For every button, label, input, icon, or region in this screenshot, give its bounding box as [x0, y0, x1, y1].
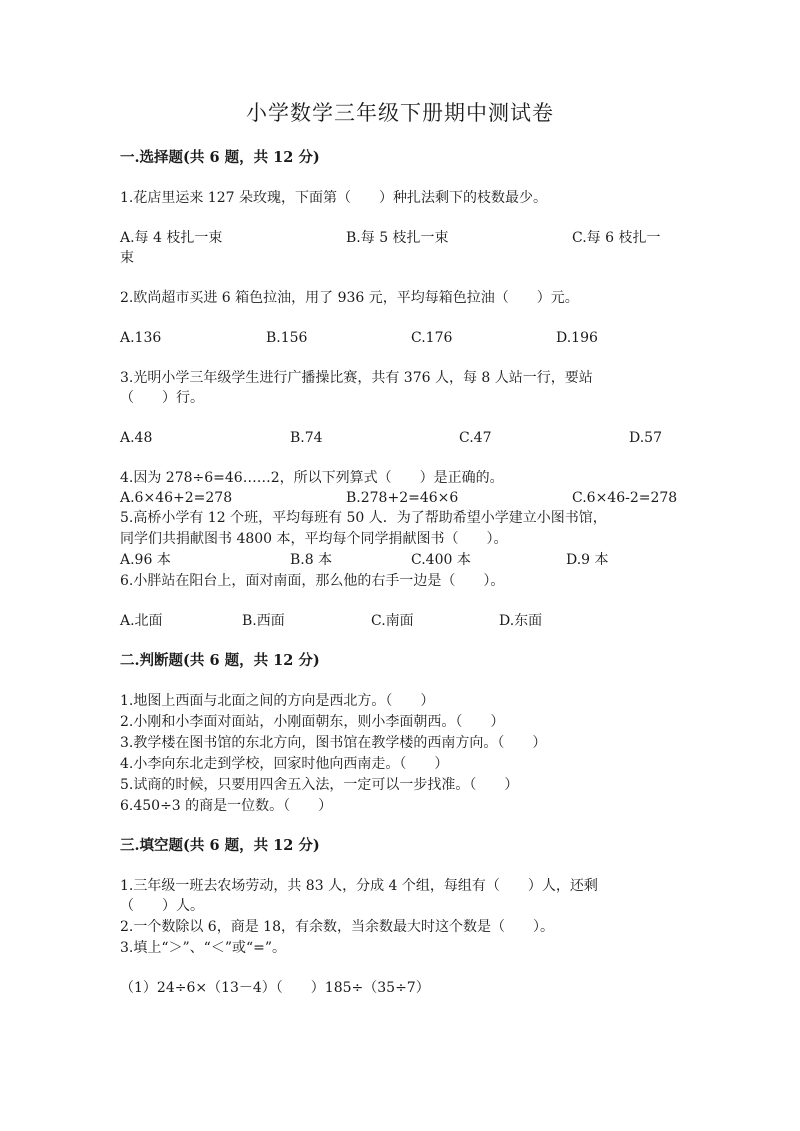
option-b: B.8 本 — [290, 552, 333, 568]
option-b: B.西面 — [242, 613, 285, 629]
question-stem: 5.高桥小学有 12 个班，平均每班有 50 人．为了帮助希望小学建立小图书馆， — [120, 510, 607, 526]
question-stem: 6.小胖站在阳台上，面对南面，那么他的右手一边是（ ）。 — [120, 573, 505, 589]
question-stem: 1.花店里运来 127 朵玫瑰，下面第（ ）种扎法剩下的枝数最少。 — [120, 190, 547, 206]
option-d: D.东面 — [499, 613, 543, 629]
judgment-item: 4.小李向东北走到学校，回家时他向西南走。（ ） — [120, 756, 449, 772]
fill-question: 1.三年级一班去农场劳动，共 83 人，分成 4 个组，每组有（ ）人，还剩 — [120, 878, 598, 894]
option-a: A.北面 — [120, 613, 163, 629]
option-d: D.196 — [556, 330, 598, 346]
option-b: B.每 5 枝扎一束 — [346, 230, 449, 246]
option-a: A.6×46+2=278 — [120, 490, 233, 506]
question-stem: 4.因为 278÷6=46……2，所以下列算式（ ）是正确的。 — [120, 470, 504, 486]
option-c: C.176 — [411, 330, 453, 346]
section-heading-true-false: 二.判断题(共 6 题，共 12 分) — [120, 652, 320, 669]
option-c: C.6×46-2=278 — [572, 490, 678, 506]
section-heading-fill-blank: 三.填空题(共 6 题，共 12 分) — [120, 837, 320, 854]
page-title: 小学数学三年级下册期中测试卷 — [246, 101, 554, 125]
option-a: A.48 — [120, 430, 153, 446]
option-c: C.每 6 枝扎一 — [572, 230, 661, 246]
question-stem: 2.欧尚超市买进 6 箱色拉油，用了 936 元，平均每箱色拉油（ ）元。 — [120, 290, 579, 306]
option-c: C.47 — [459, 430, 492, 446]
option-a: A.96 本 — [120, 552, 171, 568]
option-a: A.每 4 枝扎一束 — [120, 230, 223, 246]
option-d: D.9 本 — [566, 552, 609, 568]
option-a: A.136 — [120, 330, 162, 346]
option-c-continued: 束 — [120, 250, 134, 266]
question-stem: 3.光明小学三年级学生进行广播操比赛，共有 376 人，每 8 人站一行，要站 — [120, 370, 593, 386]
option-d: D.57 — [629, 430, 662, 446]
judgment-item: 2.小刚和小李面对面站，小刚面朝东，则小李面朝西。（ ） — [120, 714, 505, 730]
option-b: B.278+2=46×6 — [346, 490, 459, 506]
question-stem-continued: 同学们共捐献图书 4800 本，平均每个同学捐献图书（ ）。 — [120, 531, 508, 547]
fill-subquestion: （1）24÷6×（13－4）（ ）185÷（35÷7） — [120, 980, 430, 996]
option-b: B.156 — [266, 330, 308, 346]
option-b: B.74 — [290, 430, 323, 446]
fill-question: 2.一个数除以 6，商是 18，有余数，当余数最大时这个数是（ ）。 — [120, 919, 554, 935]
fill-question: 3.填上“＞”、“＜”或“=”。 — [120, 940, 287, 956]
section-heading-choice: 一.选择题(共 6 题，共 12 分) — [120, 149, 320, 166]
question-stem-continued: （ ）行。 — [120, 390, 204, 406]
option-c: C.南面 — [371, 613, 414, 629]
judgment-item: 3.教学楼在图书馆的东北方向，图书馆在教学楼的西南方向。（ ） — [120, 735, 547, 751]
fill-question-continued: （ ）人。 — [120, 898, 204, 914]
judgment-item: 5.试商的时候，只要用四舍五入法，一定可以一步找准。（ ） — [120, 777, 519, 793]
option-c: C.400 本 — [411, 552, 471, 568]
judgment-item: 1.地图上西面与北面之间的方向是西北方。（ ） — [120, 693, 435, 709]
judgment-item: 6.450÷3 的商是一位数。（ ） — [120, 798, 333, 814]
